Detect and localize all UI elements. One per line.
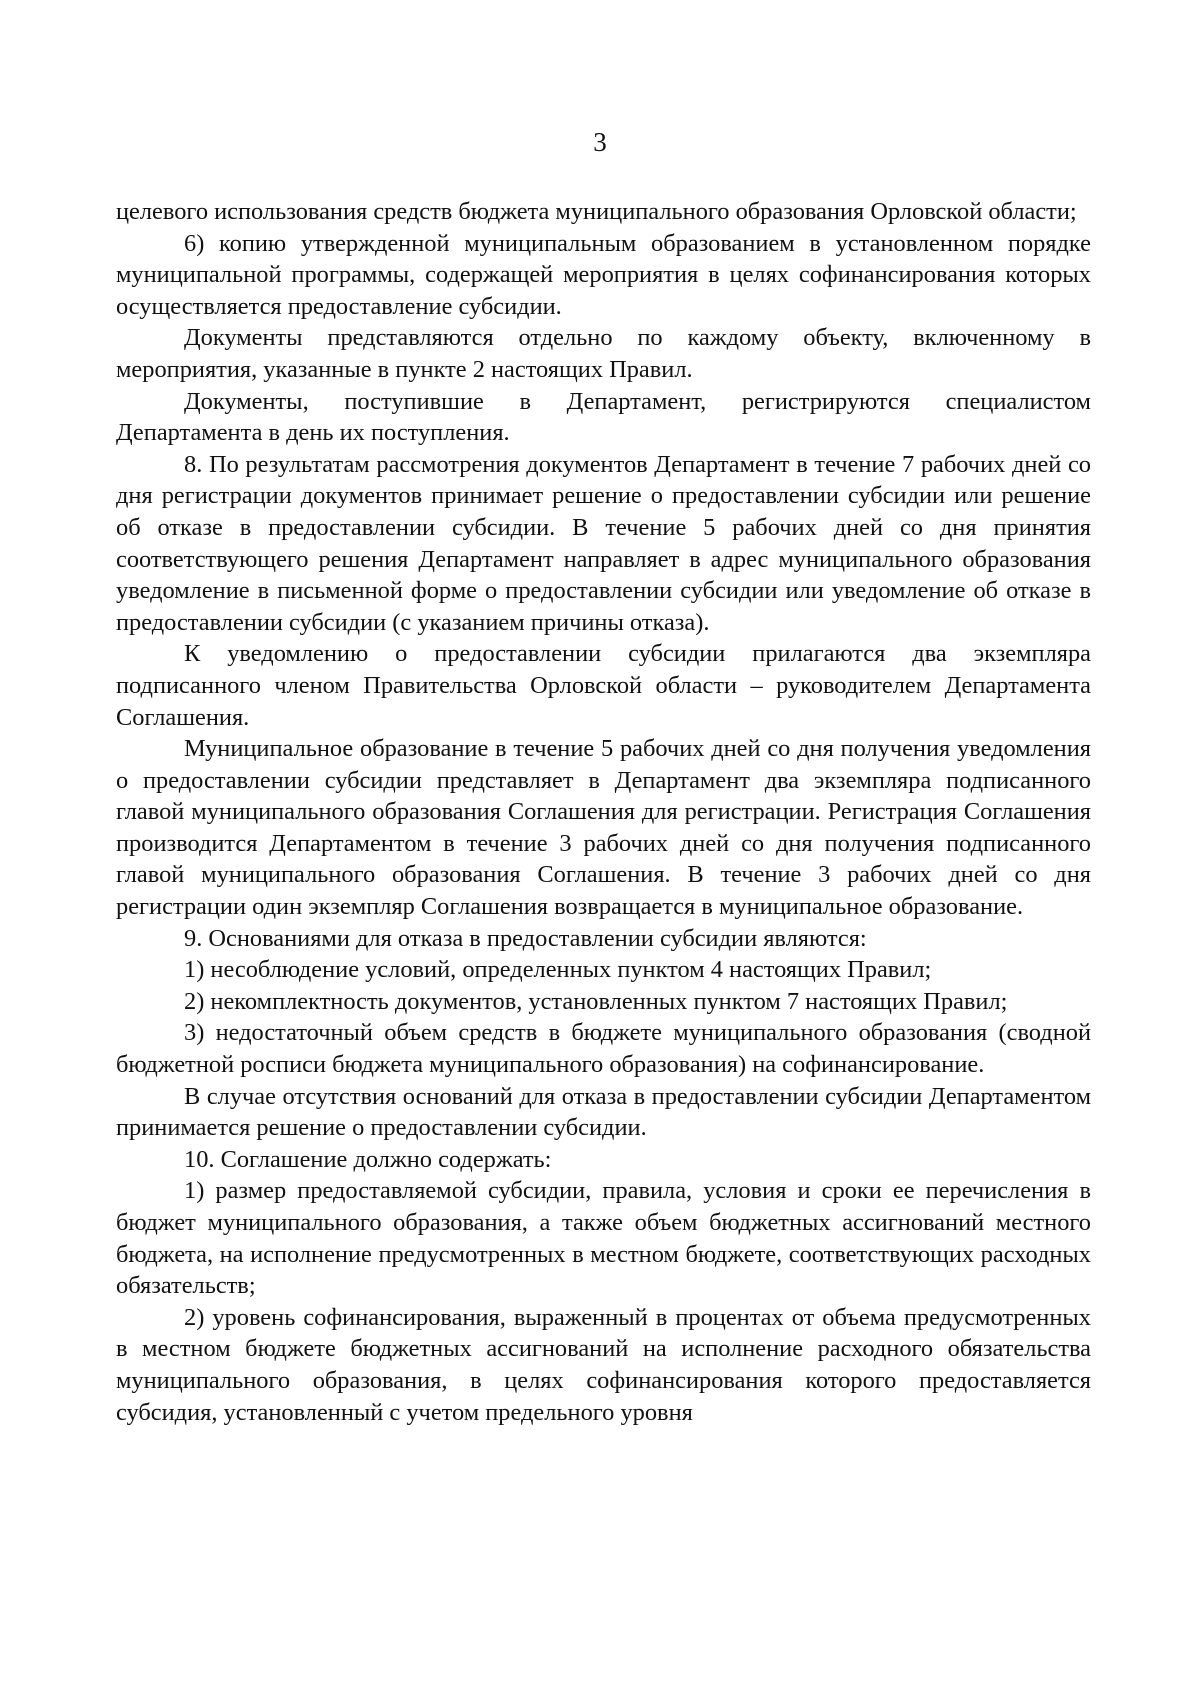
- paragraph-section-10: 10. Соглашение должно содержать:: [184, 1145, 552, 1173]
- paragraph-refusal-reason-1: 1) несоблюдение условий, определенных пунктом 4 настоящих Правил;: [184, 956, 932, 984]
- document-body: [116, 196, 1091, 1428]
- paragraph-documents-registration: Документы, поступившие в Департамент, регистрируются специалистом Департамента в день их поступления.: [116, 387, 1091, 447]
- paragraph-documents-per-object: Документы представляются отдельно по каждому объекту, включенному в мероприятия, указанные в пункте 2 настоящих Правил.: [116, 324, 1091, 383]
- paragraph-section-9: 9. Основаниями для отказа в предоставлении субсидии являются:: [184, 924, 867, 952]
- paragraph-grant-decision: В случае отсутствия оснований для отказа в предоставлении субсидии Департаментом принимается решение о предоставлении субсидии.: [116, 1082, 1091, 1142]
- paragraph-municipal-submission: Муниципальное образование в течение 5 рабочих дней со дня получения уведомления о предоставлении субсидии представляет в Департамент два экземпляра подписанного главой муниципального образования Соглашения для регистрации. Регистрация Соглашения производится Департаментом в течение 3 рабочих дней со дня получения подписанного главой муниципального образования Соглашения. В течение 3 рабочих дней со дня регистрации один экземпляр Соглашения возвращается в муниципальное образование.: [116, 735, 1091, 921]
- paragraph-section-8: 8. По результатам рассмотрения документов Департамент в течение 7 рабочих дней со дня регистрации документов принимает решение о предоставлении субсидии или решение об отказе в предоставлении субсидии. В течение 5 рабочих дней со дня принятия соответствующего решения Департамент направляет в адрес муниципального образования уведомление в письменной форме о предоставлении субсидии или уведомление об отказе в предоставлении субсидии (с указанием причины отказа).: [116, 450, 1091, 636]
- paragraph-agreement-item-2: 2) уровень софинансирования, выраженный в процентах от объема предусмотренных в местном бюджете бюджетных ассигнований на исполнение расходного обязательства муниципального образования, в целях софинансирования которого предоставляется субсидия, установленный с учетом предельного уровня: [116, 1303, 1091, 1426]
- paragraph-agreement-item-1: 1) размер предоставляемой субсидии, правила, условия и сроки ее перечисления в бюджет муниципального образования, а также объем бюджетных ассигнований местного бюджета, на исполнение предусмотренных в местном бюджете, соответствующих расходных обязательств;: [116, 1177, 1091, 1300]
- paragraph-notification-attachment: К уведомлению о предоставлении субсидии прилагаются два экземпляра подписанного членом Правительства Орловской области – руководителем Департамента Соглашения.: [116, 640, 1091, 731]
- page-number: 3: [593, 127, 607, 157]
- paragraph-refusal-reason-2: 2) некомплектность документов, установленных пунктом 7 настоящих Правил;: [184, 987, 1008, 1015]
- paragraph-item-6: 6) копию утвержденной муниципальным образованием в установленном порядке муниципальной программы, содержащей мероприятия в целях софинансирования которых осуществляется предоставление субсидии.: [116, 229, 1091, 320]
- paragraph-continuation: целевого использования средств бюджета муниципального образования Орловской области;: [116, 198, 1077, 225]
- paragraph-refusal-reason-3: 3) недостаточный объем средств в бюджете муниципального образования (сводной бюджетной росписи бюджета муниципального образования) на софинансирование.: [116, 1019, 1091, 1079]
